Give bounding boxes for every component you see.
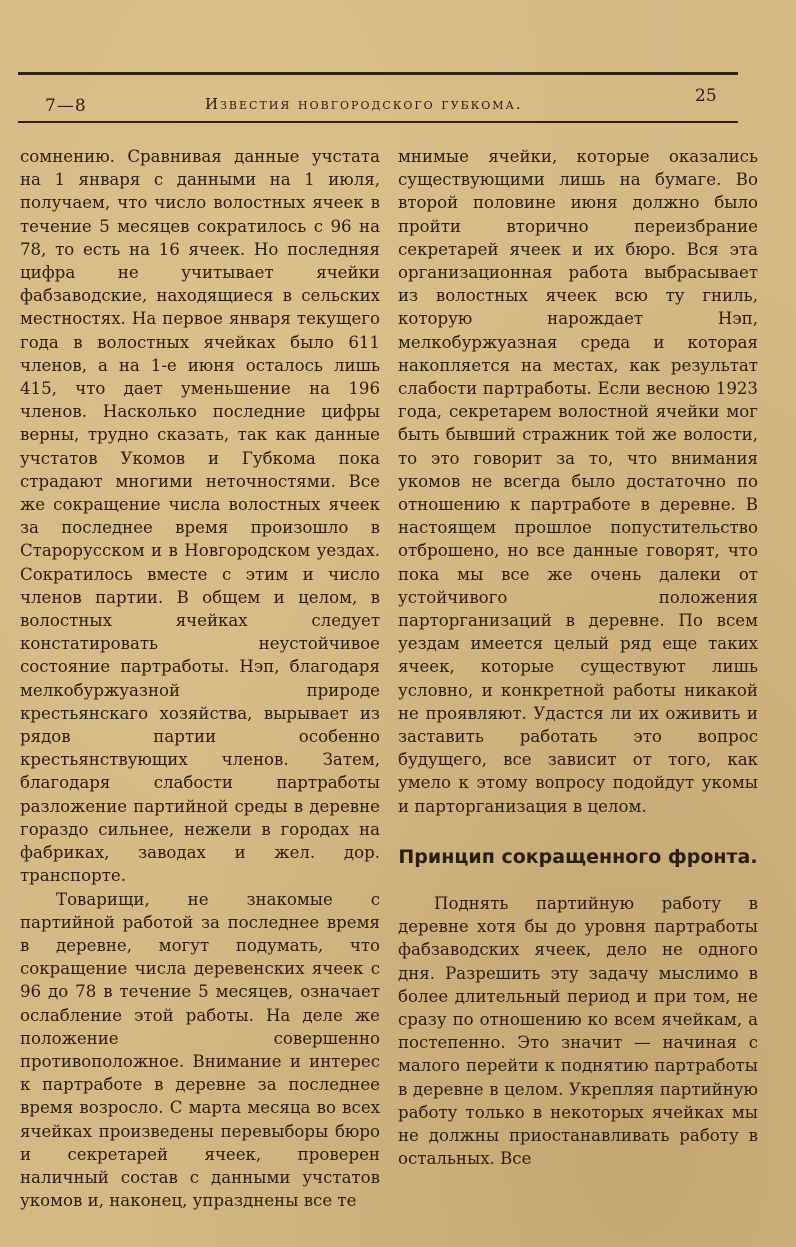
header-rule-bottom (18, 121, 738, 123)
left-paragraph-1: сомнению. Сравнивая данные учстата на 1 января с данными на 1 июля, получаем, что число волостных ячеек в течение 5 месяцев сократилось с 96 на 78, то есть на 16 ячеек. Но последняя цифра не учитывает ячейки фабзаводские, находящиеся в сельских местностях. На первое января текущего года в волостных ячейках было 611 членов, а на 1-е июня осталось лишь 415, что дает уменьшение на 196 членов. Насколько последние цифры верны, трудно сказать, так как данные учстатов Укомов и Губкома пока страдают многими неточностями. Все же сокращение числа волостных ячеек за последнее время произошло в Старорусском и в Новгородском уездах. Сократилось вместе с этим и число членов партии. В общем и целом, в волостных ячейках следует констатировать неустойчивое состояние партработы. Нэп, благодаря мелкобуржуазной природе крестьянскаго хозяйства, вырывает из рядов партии особенно крестьянствующих членов. Затем, благодаря слабости партработы разложение партийной среды в деревне гораздо сильнее, нежели в городах на фабриках, заводах и жел. дор. транспорте. (20, 147, 380, 886)
issue-number: 7—8 (45, 96, 87, 116)
header-rule-top (18, 72, 738, 75)
section-heading: Принцип сокращенного фронта. (398, 845, 758, 868)
right-paragraph-2: Поднять партийную работу в деревне хотя бы до уровня партработы фабзаводских ячеек, дело не одного дня. Разрешить эту задачу мыслимо в более длительный период и при том, не сразу по отношению ко всем ячейкам, а постепенно. Это значит — начиная с малого перейти к поднятию партработы в деревне в целом. Укрепляя партийную работу только в некоторых ячейках мы не должны приостанавливать работу в остальных. Все (398, 893, 758, 1169)
left-column (20, 145, 380, 1212)
left-paragraph-2: Товарищи, не знакомые с партийной работой за последнее время в деревне, могут подумать, что сокращение числа деревенских ячеек с 96 до 78 в течение 5 месяцев, означает ослабление этой работы. На деле же положение совершенно противоположное. Внимание и интерес к партработе в деревне за последнее время возросло. С марта месяца во всех ячейках произведены перевыборы бюро и секретарей ячеек, проверен наличный состав с данными учстатов укомов и, наконец, упразднены все те (20, 889, 380, 1211)
right-column (398, 145, 758, 1170)
running-title: Известия новгородского губкома. (205, 95, 523, 113)
right-paragraph-1: мнимые ячейки, которые оказались существующими лишь на бумаге. Во второй половине июня должно было пройти вторично переизбрание секретарей ячеек и их бюро. Вся эта организационная работа выбрасывает из волостных ячеек всю ту гниль, которую нарождает Нэп, мелкобуржуазная среда и которая накопляется на местах, как результат слабости партработы. Если весною 1923 года, секретарем волостной ячейки мог быть бывший стражник той же волости, то это говорит за то, что внимания укомов не всегда было достаточно по отношению к партработе в деревне. В настоящем прошлое попустительство отброшено, но все данные говорят, что пока мы все же очень далеки от устойчивого положения парторганизаций в деревне. По всем уездам имеется целый ряд еще таких ячеек, которые существуют лишь условно, и конкретной работы никакой не проявляют. Удастся ли их оживить и заставить работать это вопрос будущего, все зависит от того, как умело к этому вопросу подойдут укомы и парторганизация в целом. (398, 147, 758, 816)
page-number: 25 (695, 86, 717, 106)
